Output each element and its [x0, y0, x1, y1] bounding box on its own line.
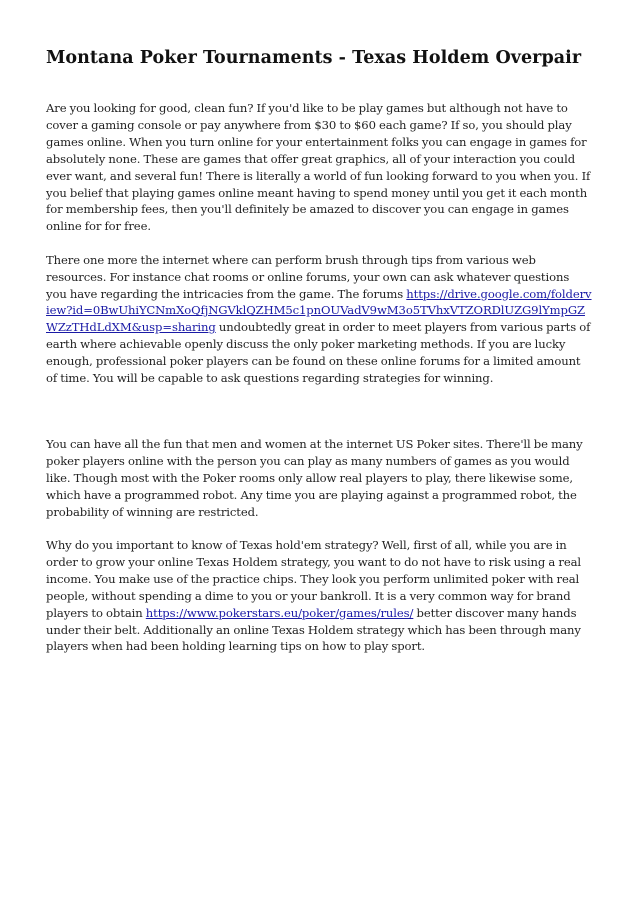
paragraph-forums-text-after: undoubtedly great in order to meet players from various parts of earth where achievable openly discuss the only poker marketing methods. If you are lucky enough, professional poker players can be found on these online forums for a limited amount of time. You will be capable to ask questions regarding strategies for winning. — [46, 320, 591, 386]
paragraph-strategy-text-before: Why do you important to know of Texas hold'em strategy? Well, first of all, while you are in order to grow your online Texas Holdem strategy, you want to do not have to risk using a real income. You make use of the practice chips. They look you perform unlimited poker with real people, without spending a dime to you or your bankroll. It is a very common way for brand players to obtain — [46, 538, 581, 620]
forums-link[interactable]: https://drive.google.com/folderview?id=0BwUhiYCNmXoQfjNGVklQZHM5c1pnOUVadV9wM3o5TVhxVTZORDlUZG9lYmpGZWZzTHdLdXM&usp=sharing — [46, 286, 592, 335]
document-page — [46, 46, 592, 655]
pokerstars-rules-link[interactable]: https://www.pokerstars.eu/poker/games/rules/ — [145, 605, 414, 620]
paragraph-us-poker: You can have all the fun that men and women at the internet US Poker sites. There'll be many poker players online with the person you can play as many numbers of games as you would like. Though most with the Poker rooms only allow real players to play, there likewise some, which have a programmed robot. Any time you are playing against a programmed robot, the probability of winning are restricted. — [46, 437, 583, 519]
paragraph-forums — [46, 252, 592, 387]
page-title: Montana Poker Tournaments - Texas Holdem Overpair — [46, 48, 582, 68]
paragraph-forums-text-before: There one more the internet where can perform brush through tips from various web resources. For instance chat rooms or online forums, your own can ask whatever questions you have regarding the intricacies from the game. The forums — [46, 252, 570, 301]
paragraph-strategy-text-after: better discover many hands under their belt. Additionally an online Texas Holdem strategy which has been through many players when had been holding learning tips on how to play sport. — [46, 605, 581, 654]
paragraph-strategy — [46, 537, 592, 655]
paragraph-intro: Are you looking for good, clean fun? If you'd like to be play games but although not have to cover a gaming console or pay anywhere from $30 to $60 each game? If so, you should play games online. When you turn online for your entertainment folks you can engage in games for absolutely none. These are games that offer great graphics, all of your interaction you could ever want, and several fun! There is literally a world of fun looking forward to you when you. If you belief that playing games online meant having to spend money until you get it each month for membership fees, then you'll definitely be amazed to discover you can engage in games online for for free. — [46, 101, 591, 234]
